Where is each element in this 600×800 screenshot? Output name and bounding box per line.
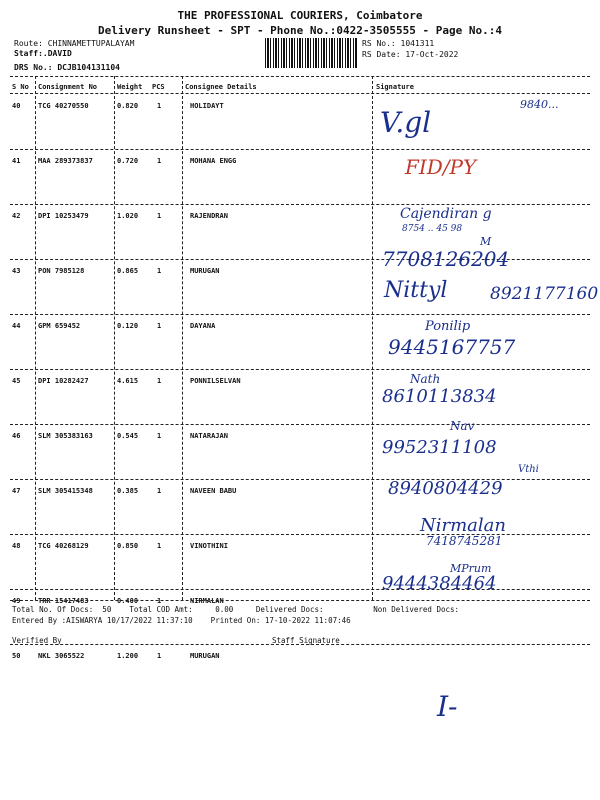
consignment-cell: SLM 305415348 (38, 487, 93, 495)
sno-cell: 44 (12, 322, 21, 330)
signature-mark: Nath (410, 372, 441, 386)
table-top-line (10, 76, 590, 77)
signature-phone: 7418745281 (426, 534, 503, 548)
consignee-cell: MURUGAN (190, 652, 220, 660)
staff-signature-label: Staff Signature (272, 636, 340, 645)
table-header-line (10, 93, 590, 94)
entered-printed-line: Entered By :AISWARYA 10/17/2022 11:37:10 Printed On: 17-10-2022 11:07:46 (12, 616, 351, 625)
rs-number: RS No.: 1041311 (362, 39, 435, 48)
sno-cell: 41 (12, 157, 21, 165)
signature-phone: 9952311108 (382, 437, 497, 458)
route-label: Route: CHINNAMETTUPALAYAM (14, 39, 135, 48)
row-divider (10, 204, 590, 205)
weight-cell: 0.865 (117, 267, 139, 275)
sno-cell: 50 (12, 652, 21, 660)
handwritten-mark: I- (437, 690, 458, 723)
pcs-cell: 1 (157, 487, 162, 495)
verified-by-label: Verified By (12, 636, 62, 645)
signature-mark: V.gl (380, 106, 432, 139)
weight-cell: 0.400 (117, 597, 139, 605)
signature-phone: 8754 .. 45 98 (402, 224, 463, 234)
drs-number: DRS No.: DCJB104131104 (14, 63, 120, 72)
pcs-cell: 1 (157, 377, 162, 385)
consignee-cell: NAVEEN BABU (190, 487, 237, 495)
sno-cell: 46 (12, 432, 21, 440)
company-title: THE PROFESSIONAL COURIERS, Coimbatore (177, 9, 423, 22)
pcs-cell: 1 (157, 542, 162, 550)
signature-mark: Nav (450, 419, 475, 433)
row-divider (10, 314, 590, 315)
consignment-cell: PON 7985128 (38, 267, 85, 275)
signature-mark: Nirmalan (420, 515, 506, 536)
weight-cell: 1.200 (117, 652, 139, 660)
consignee-cell: MOHANA ENGG (190, 157, 237, 165)
weight-cell: 4.615 (117, 377, 139, 385)
signature-phone: 9840... (520, 98, 559, 111)
sno-cell: 48 (12, 542, 21, 550)
signature-phone: Vthi (518, 464, 539, 475)
row-divider (10, 369, 590, 370)
consignee-cell: NIRMALAN (190, 597, 224, 605)
sno-cell: 43 (12, 267, 21, 275)
pcs-cell: 1 (157, 267, 162, 275)
consignee-cell: MURUGAN (190, 267, 220, 275)
rs-date: RS Date: 17-Oct-2022 (362, 50, 459, 59)
signature-phone: 9444384464 (382, 573, 497, 594)
pcs-cell: 1 (157, 212, 162, 220)
signature-mark: Nittyl (384, 278, 448, 303)
weight-cell: 0.850 (117, 542, 139, 550)
consignment-cell: TRR 15417483 (38, 597, 89, 605)
signature-phone: M (480, 235, 492, 248)
sno-cell: 49 (12, 597, 21, 605)
barcode-image (265, 38, 357, 68)
row-divider (10, 149, 590, 150)
row-divider (10, 424, 590, 425)
consignment-cell: DPI 10282427 (38, 377, 89, 385)
weight-cell: 0.120 (117, 322, 139, 330)
signature-mark: 8940804429 (388, 478, 503, 499)
pcs-cell: 1 (157, 652, 162, 660)
weight-cell: 1.020 (117, 212, 139, 220)
pcs-cell: 1 (157, 102, 162, 110)
consignee-cell: HOLIDAYT (190, 102, 224, 110)
signature-phone: 9445167757 (388, 335, 516, 359)
consignee-cell: PONNILSELVAN (190, 377, 241, 385)
row-divider (10, 589, 590, 590)
consignment-cell: TCG 40270550 (38, 102, 89, 110)
signature-mark: 7708126204 (382, 247, 510, 271)
consignment-cell: TCG 40268129 (38, 542, 89, 550)
consignment-cell: DPI 10253479 (38, 212, 89, 220)
staff-label: Staff:.DAVID (14, 49, 72, 58)
sno-cell: 40 (12, 102, 21, 110)
runsheet-subtitle: Delivery Runsheet - SPT - Phone No.:0422-3505555 - Page No.:4 (98, 24, 502, 37)
sno-cell: 47 (12, 487, 21, 495)
table-row (10, 96, 590, 150)
col-header-pcs: PCS (152, 83, 165, 91)
sno-cell: 42 (12, 212, 21, 220)
consignee-cell: NATARAJAN (190, 432, 228, 440)
signature-mark: Ponilip (425, 319, 471, 334)
table-row (10, 151, 590, 205)
consignment-cell: GPM 659452 (38, 322, 81, 330)
weight-cell: 0.385 (117, 487, 139, 495)
row-divider (10, 479, 590, 480)
consignment-cell: NKL 3065522 (38, 652, 85, 660)
signature-mark: MPrum (450, 562, 492, 575)
table-bottom-line (10, 600, 590, 601)
col-header-consignee: Consignee Details (185, 83, 257, 91)
signature-mark: FID/PY (405, 155, 477, 179)
signature-phone: 8921177160 (490, 284, 599, 304)
totals-line: Total No. Of Docs: 50 Total COD Amt: 0.00 Delivered Docs: Non Delivered Docs: (12, 605, 460, 614)
col-header-weight: Weight (117, 83, 143, 91)
weight-cell: 0.720 (117, 157, 139, 165)
consignee-cell: RAJENDRAN (190, 212, 228, 220)
col-header-signature: Signature (376, 83, 414, 91)
pcs-cell: 1 (157, 432, 162, 440)
consignee-cell: DAYANA (190, 322, 216, 330)
pcs-cell: 1 (157, 597, 162, 605)
pcs-cell: 1 (157, 322, 162, 330)
col-header-consignment: Consignment No (38, 83, 98, 91)
sno-cell: 45 (12, 377, 21, 385)
weight-cell: 0.820 (117, 102, 139, 110)
consignment-cell: MAA 289373837 (38, 157, 93, 165)
col-header-sno: S No (12, 83, 29, 91)
consignee-cell: VINOTHINI (190, 542, 228, 550)
consignment-cell: SLM 305383163 (38, 432, 93, 440)
signature-mark: Cajendiran g (400, 206, 492, 222)
signature-phone: 8610113834 (382, 386, 497, 407)
pcs-cell: 1 (157, 157, 162, 165)
weight-cell: 0.545 (117, 432, 139, 440)
